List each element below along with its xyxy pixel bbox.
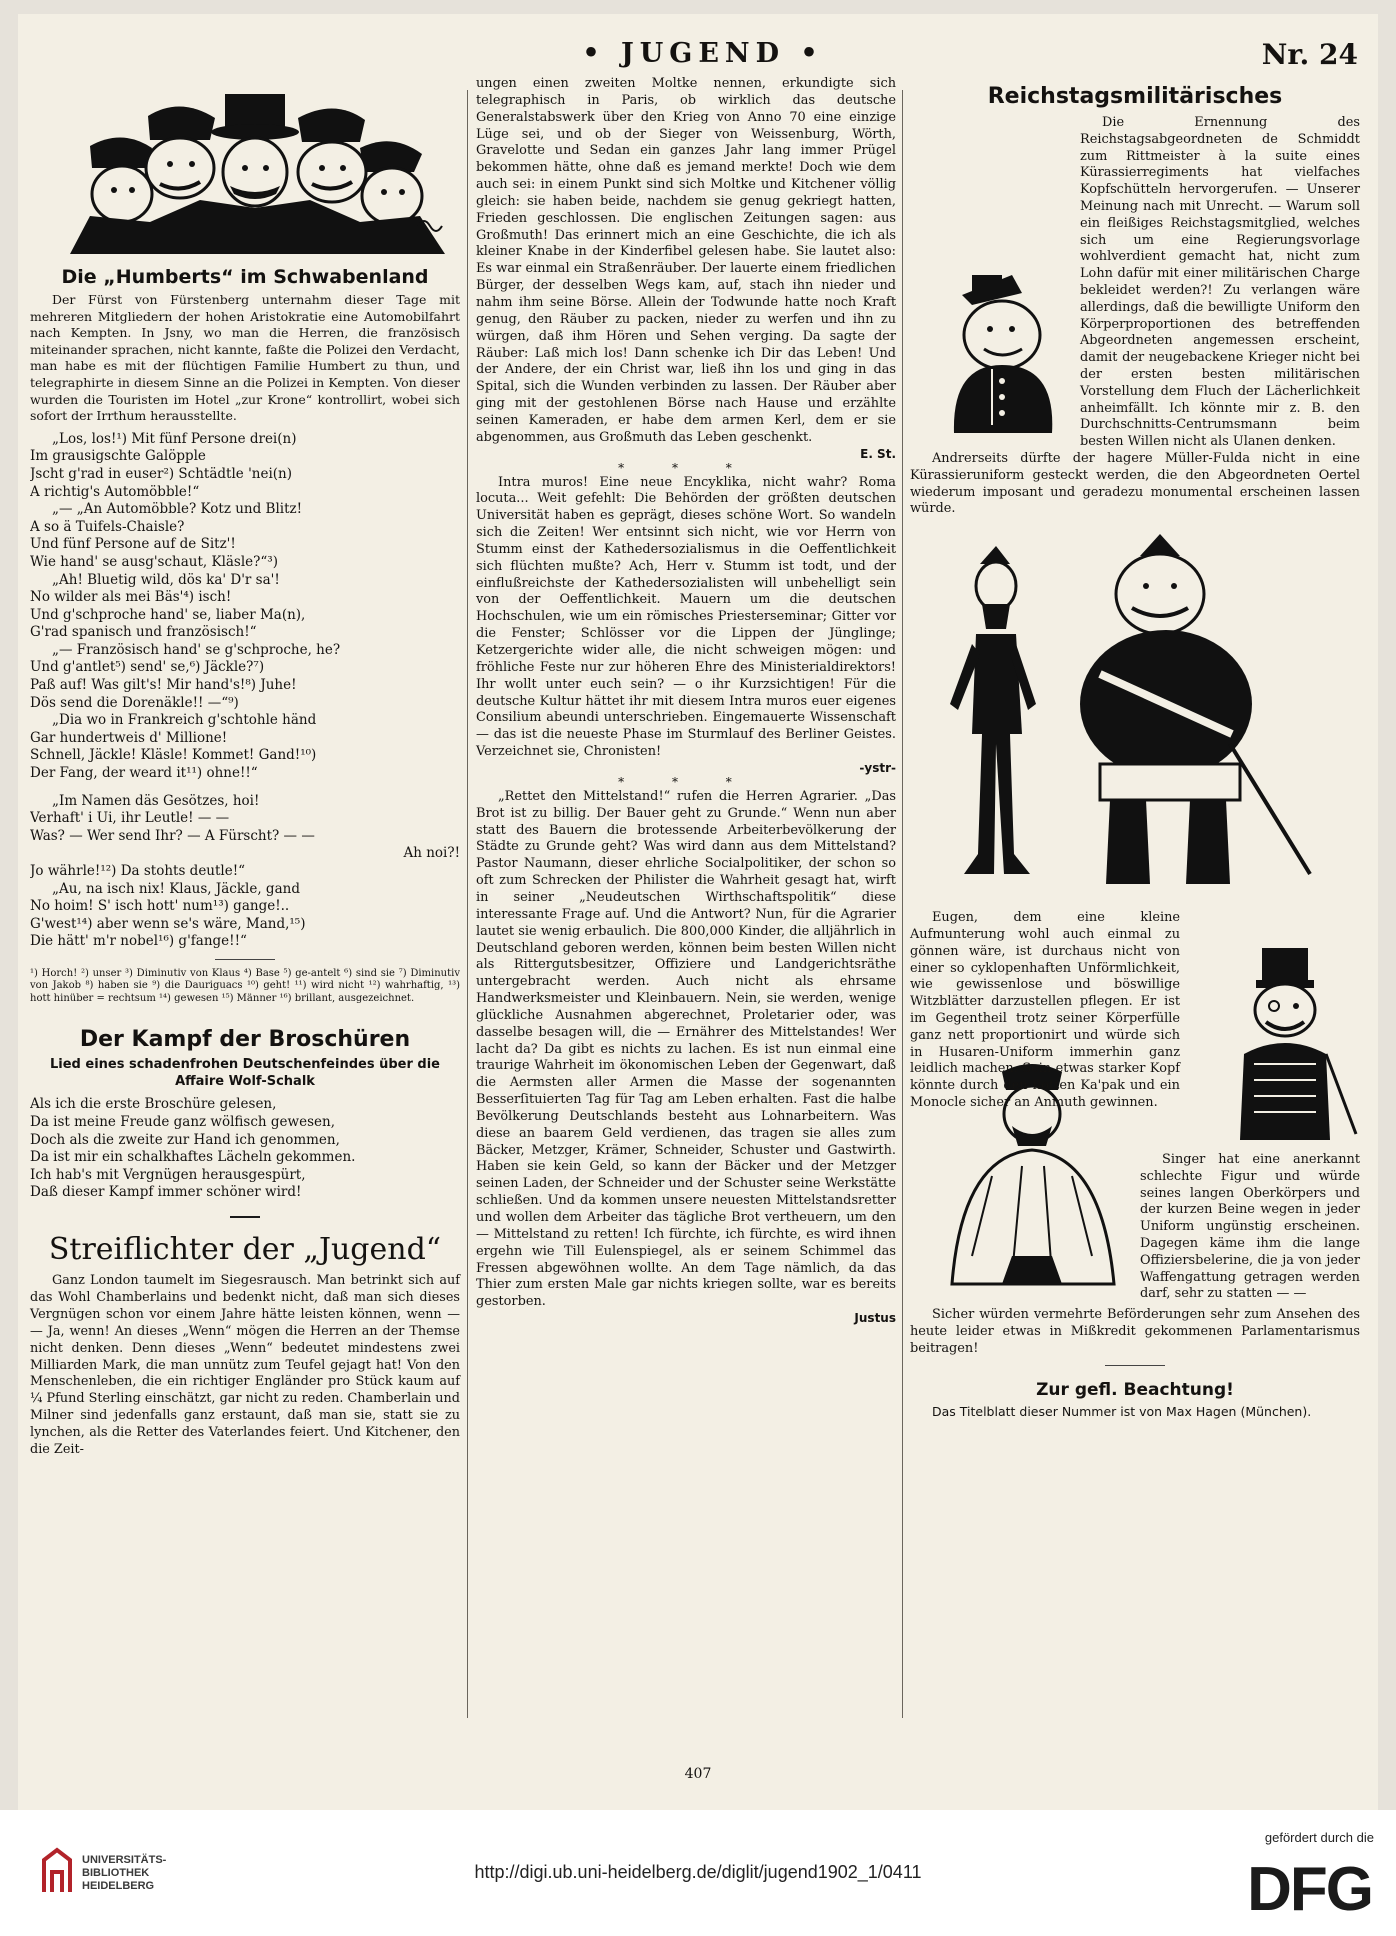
verse-line: Da ist mir ein schalkhaftes Lächeln gekommen.	[30, 1149, 356, 1166]
library-name-line: HEIDELBERG	[82, 1880, 155, 1892]
verse-line: Da ist meine Freude ganz wölfisch gewesen,	[30, 1114, 335, 1131]
verse-line: Was? — Wer send Ihr? — A Fürscht? — —	[30, 827, 315, 844]
page-header	[18, 14, 1378, 76]
verse-line: A so ä Tuifels-Chaisle?	[30, 518, 185, 535]
column-middle	[476, 76, 896, 1325]
signature: Justus	[854, 1311, 896, 1326]
divider	[230, 1216, 260, 1218]
verse-line: Jscht g'rad in euser²) Schtädtle 'nei(n)	[30, 465, 293, 482]
verse-line: Als ich die erste Broschüre gelesen,	[30, 1096, 277, 1113]
divider	[215, 959, 275, 960]
uhlan-caricature	[910, 265, 1072, 441]
article-text-eugen	[910, 910, 1360, 1112]
verse-line: Jo währle!¹²) Da stohts deutle!“	[30, 863, 246, 879]
poem-broschueren	[30, 1096, 460, 1202]
article-text-reichstag-intro	[910, 115, 1360, 451]
paragraph: Singer hat eine anerkannt schlechte Figur und würde seines langen Oberkörpers und der kurzen Beine wegen in jeder Uniform ungünstig erscheinen. Dagegen käme ihm die lange Offiziersbelerine, die ja von jeder Waffengattung getragen werden darf, sehr zu statten — —	[1140, 1151, 1360, 1302]
article-text-conclusion: Sicher würden vermehrte Beförderungen sehr zum Ansehen des heute leider etwas in Mißkredit gekommenen Parlamentarismus beitragen!	[910, 1307, 1360, 1356]
verse-line: „Los, los!¹) Mit fünf Persone drei(n)	[52, 430, 297, 447]
article-text-intra-muros: Intra muros! Eine neue Encyklika, nicht wahr? Roma locuta... Weit gefehlt: Die Behörden der größten deutschen Universität haben es geprägt, dieses schöne Wort. So wandeln sich die Zeiten! Wer entsinnt sich nicht, wie vor Herrn von Stumm einst der Kathedersozialismus in die Oeffentlichkeit sich flüchten mußte? Ach, Herr v. Stumm ist todt, und der einflußreichste der Kathedersozialisten will unbehelligt sein von der Oeffentlichkeit. Mauern um die deutschen Hochschulen, wie um ein römisches Priesterseminar; Gitter vor die Fenster; Schlösser vor die Lippen der Jünglinge; Ketzergerichte wider alle, die nicht schweigen mögen: und fröhliche Feste nur zur höheren Ehre des Ministerialdirektors! Ihr wollt unter euch sein? — o ihr Kurzsichtigen! Für die deutsche Kultur hättet ihr mit diesem Intra muros euer eigenes Consilium abeundi unterschrieben. Eingemauerte Wissenschaft — das ist die neueste Phase im Sturmlauf des Berliner Geistes. Verzeichnet sie, Chronisten!	[476, 474, 896, 760]
verse-line: Der Fang, der weard it¹¹) ohne!!“	[30, 765, 258, 782]
column-rule	[467, 90, 468, 1718]
verse-line: Im grausigschte Galöpple	[30, 448, 206, 465]
verse-line: „Dia wo in Frankreich g'schtohle händ	[52, 712, 317, 729]
column-right	[910, 76, 1360, 1421]
magazine-title: • JUGEND •	[582, 38, 824, 69]
verse-line: Doch als die zweite zur Hand ich genommen,	[30, 1131, 340, 1148]
column-left	[30, 76, 460, 1459]
verse-line: Paß auf! Was gilt's! Mir hand's!⁸) Juhe!	[30, 677, 297, 694]
library-name-line: BIBLIOTHEK	[82, 1867, 150, 1879]
article-text-mittelstand: „Rettet den Mittelstand!“ rufen die Herren Agrarier. „Das Brot ist zu billig. Der Bauer geht zu Grunde.“ Wenn nun aber statt des Bauern die brotessende Arbeiterbevölkerung der Städte zu Grunde geht? Was wird dann aus dem Mittelstand? Pastor Naumann, dieser ehrliche Socialpolitiker, der schon so oft zum Schrecken der Philister die Wahrheit gesagt hat, wirft in seiner „Neudeutschen Wirthschaftspolitik“ diese interessante Frage auf. Und die Antwort? Nun, für die Agrarier lautet sie wenig erbaulich. Die 800,000 Kinder, die alljährlich in Deutschland geboren werden, können beim besten Willen nicht als Rittergutsbesitzer, Offiziere und Landgerichtsräthe untergebracht werden. Auch nicht als ehrsame Handwerksmeister und Kleinbauern. Nein, sie werden, wenige glückliche Ausnahmen abgerechnet, Proletarier oder, was dasselbe besagen will, die — Ernährer des Mittelstandes! Wer lacht da? Da gibt es nichts zu lachen. Es ist nun einmal eine traurige Wahrheit im ökonomischen Leben der Gegenwart, daß die Aermsten aller Armen die Masse der sogenannten Besserſituierten Tag für Tag am Leben erhalten. Fast die halbe Bevölkerung Deutschlands besteht aus Lohnarbeitern. Was diese an baarem Geld verdienen, das tragen sie alles zum Bäcker, Metzger, Krämer, Schneider, Schuster und Gastwirth. Haben sie kein Geld, so kann der Bäcker und der Metzger seinen Laden, der Schneider und der Schuster seine Werkstätte schließen. Und da kommen unsere neuesten Mittelstandsretter und wollen dem Arbeiter das tägliche Brot vertheuern, um den — Mittelstand zu retten! Ich fürchte, ich fürchte, es wird ihnen ergehn wie Till Eulenspiegel, als er seinem Schimmel das Fressen abgewöhnen wollte. An dem Tage nämlich, da das Thier zum ersten Male gar nichts kriegen sollte, war es bereits gestorben.	[476, 788, 896, 1310]
page-number: 407	[684, 1766, 712, 1782]
verse-line: No wilder als mei Bäs'⁴) isch!	[30, 589, 232, 606]
verse-line: G'rad spanisch und französisch!“	[30, 624, 257, 641]
verse-line: „Ah! Bluetig wild, dös ka' D'r sa'!	[52, 571, 280, 588]
poem-humberts-part2	[30, 793, 460, 951]
signature: -ystr-	[859, 760, 896, 775]
verse-line: Wie hand' se ausg'schaut, Kläsle?“³)	[30, 553, 278, 570]
notice-title: Zur gefl. Beachtung!	[1036, 1380, 1234, 1401]
library-name-line: UNIVERSITÄTS-	[82, 1854, 167, 1866]
footnotes: ¹) Horch! ²) unser ³) Diminutiv von Klaus ⁴) Base ⁵) ge-antelt ⁶) sind sie ⁷) Diminutiv von Jakob ⁸) haben sie ⁹) die Dauriguacs ¹⁰) geht! ¹¹) wird nicht ¹²) wahrhaftig, ¹³) hott hinüber = rechtsum ¹⁴) gewesen ¹⁵) Männer ¹⁶) brillant, ausgezeichnet.	[30, 967, 460, 1004]
verse-line: Schnell, Jäckle! Kläsle! Kommet! Gand!¹⁰)	[30, 747, 317, 764]
article-text-streiflichter: Ganz London taumelt im Siegesrausch. Man betrinkt sich auf das Wohl Chamberlains und bedenkt nicht, daß man sich dieses Vergnügen schon vor einem Jahre hätte leisten können, wenn — — Ja, wenn! An dieses „Wenn“ mögen die Herren an der Themse nicht denken. Denn dieses „Wenn“ bedeutet mindestens zwei Milliarden Mark, die man unnütz zum Teufel gejagt hat! Von den Menschenleben, die ein richtiger Engländer pro Stück kaum auf ¼ Pfund Sterling einschätzt, gar nicht zu reden. Chamberlain und Milner sind jedenfalls ganz erstaunt, daß man sie, statt sie zu lynchen, als die Retter des Vaterlandes feiert. Und Kitchener, den die Zeit-	[30, 1273, 460, 1458]
verse-line: „Im Namen däs Gesötzes, hoi!	[52, 792, 260, 809]
verse-line: Gar hundertweis d' Millione!	[30, 729, 228, 746]
source-url-link[interactable]: http://digi.ub.uni-heidelberg.de/diglit/jugend1902_1/0411	[474, 1862, 922, 1882]
humberts-illustration	[30, 76, 460, 254]
funded-by-label: gefördert durch die	[1264, 1830, 1374, 1845]
verse-line: Dös send die Dorenäkle!! —“⁹)	[30, 694, 239, 711]
verse-line: „— Französisch hand' se g'schproche, he?	[52, 641, 341, 658]
verse-line: A richtig's Automöbble!“	[30, 483, 200, 500]
verse-line: Und g'schproche hand' se, liaber Ma(n),	[30, 606, 306, 623]
poem-humberts	[30, 431, 460, 783]
dfg-logo: DFG	[1247, 1855, 1372, 1924]
verse-line: Die hätt' m'r nobel¹⁶) g'fange!!“	[30, 933, 247, 950]
article-title-broschueren: Der Kampf der Broschüren	[79, 1027, 411, 1053]
article-text-kitchener: ungen einen zweiten Moltke nennen, erkundigte sich telegraphisch in Paris, ob wirklich das deutsche Generalstabswerk über den Krieg von Anno 70 eine einzige Lüge sei, und ob der Sieger von Weissenburg, Wörth, Gravelotte und Sedan ein ganzes Jahr lang immer Prügel bekommen hätte, ohne daß es jemand merkte! Doch wie dem auch sei: in einem Punkt sind sich Moltke und Kitchener völlig gleich: sie haben beide, nachdem sie genug gekriegt hatten, Frieden geschlossen. Die englischen Zeitungen sagen: aus Großmuth! Das erinnert mich an eine Geschichte, die ich als kleiner Knabe in der Kinderfibel gelesen habe. Sie lautet also: Es war einmal ein Straßenräuber. Der lauerte einem friedlichen Bürger, der desselben Wegs kam, auf, stach ihn nieder und nahm ihm seine Börse. Allein der Todwunde hatte noch Kraft genug, den Räuber zu packen, nieder zu werfen und ihn zu würgen, daß ihm Hören und Sehen verging. Da sagte der Räuber: Laß mich los! Dann schenke ich Dir das Leben! Und der Andere, der ein Christ war, ließ ihn los und ging in das Spital, sich die Wunden verbinden zu lassen. Der Räuber aber ging mit der gestohlenen Börse nach Hause und erzählte seinen Kameraden, er habe dem armen Kerl, dem er sie abgenommen, aus Großmuth das Leben geschenkt.	[476, 76, 896, 445]
paragraph: Eugen, dem eine kleine Aufmunterung wohl auch einmal zu gönnen wäre, ist durchaus nicht von einer so cyklopenhaften Unförmlichkeit, wie gewissenlose und böswillige Witzblätter darzustellen pflegen. Er ist im Gegentheil trotz seiner Körperfülle ganz nett proportionirt und würde sich in Husaren-Uniform immerhin ganz leidlich machen. Sein etwas starker Kopf könnte durch den flotten Ka'pak und ein Monocle sicher an Anmuth gewinnen.	[910, 910, 1180, 1110]
paragraph: Die Ernennung des Reichstagsabgeordneten de Schmiddt zum Rittmeister à la suite eines Kürassierregiments hat vielfaches Kopfschütteln hervorgerufen. — Unserer Meinung nach mit Unrecht. — Warum soll ein fleißiges Reichstagsmitglied, welches sich um eine Regierungsvorlage wohlverdient gemacht hat, nicht zum Lohn dafür mit einer militärischen Charge bekleidet werden?! Zu verlangen wäre allerdings, daß die bewilligte Uniform den Körperproportionen des betreffenden Abgeordneten angemessen erscheint, damit der neugebackene Krieger nicht bei der ersten besten militärischen Vorstellung dem Fluch der Lächerlichkeit anheimfällt. Ich könnte mir z. B. den Durchschnitts-Centrumsmann beim besten Willen nicht als Ulanen denken.	[1080, 115, 1360, 450]
verse-line: „— „An Automöbble? Kotz und Blitz!	[52, 501, 303, 518]
article-title-reichstag: Reichstagsmilitärisches	[987, 84, 1283, 109]
hussar-caricature	[1188, 944, 1360, 1150]
verse-line: Daß dieser Kampf immer schöner wird!	[30, 1184, 302, 1201]
article-title-streiflichter: Streiflichter der „Jugend“	[48, 1232, 442, 1268]
verse-line: Und g'antlet⁵) send' se,⁶) Jäckle?⁷)	[30, 659, 265, 676]
article-subtitle-broschueren: Lied eines schadenfrohen Deutschenfeindes über die Affaire Wolf-Schalk	[49, 1057, 440, 1090]
verse-line: Ich hab's mit Vergnügen herausgespürt,	[30, 1166, 306, 1183]
verse-line: Verhaft' i Ui, ihr Leutle! — —	[30, 810, 230, 827]
magazine-page	[18, 14, 1378, 1810]
article-title-humberts: Die „Humberts“ im Schwabenland	[61, 266, 429, 288]
divider	[1105, 1365, 1165, 1366]
verse-line: Und fünf Persone auf de Sitz'!	[30, 536, 236, 553]
issue-number: Nr. 24	[1261, 38, 1358, 71]
separator: * * *	[618, 774, 754, 789]
notice-text: Das Titelblatt dieser Nummer ist von Max Hagen (München).	[932, 1404, 1312, 1420]
verse-line: G'west¹⁴) aber wenn se's wäre, Mand,¹⁵)	[30, 915, 306, 932]
article-intro-humberts: Der Fürst von Fürstenberg unternahm dieser Tage mit mehreren Mitgliedern der hohen Aristokratie eine Automobilfahrt nach Kempten. In Jsny, wo man die Herren, die französisch miteinander sprachen, nicht kannte, faßte die Polizei den Verdacht, man habe es mit der flüchtigen Familie Humbert zu thun, und telegraphirte in diesem Sinne an die Polizei in Kempten. Von dieser wurden die Touristen im Hotel „zur Krone“ kontrollirt, wobei sich sofort der Irrthum herausstellte.	[30, 292, 460, 424]
separator: * * *	[618, 460, 754, 475]
signature: E. St.	[860, 446, 896, 461]
verse-line: „Au, na isch nix! Klaus, Jäckle, gand	[52, 880, 300, 897]
column-rule	[902, 90, 903, 1718]
verse-line: Ah noi?!	[403, 845, 460, 862]
digitization-footer	[0, 1810, 1396, 1936]
article-text-reichstag-p2: Andrerseits dürfte der hagere Müller-Fulda nicht in eine Kürassieruniform gesteckt werden, die den Abgeordneten Oertel wiederum imposant und geradezu monumental erscheinen lassen würde.	[910, 450, 1360, 517]
verse-line: No hoim! S' isch hott' num¹³) gange!..	[30, 898, 290, 915]
cuirassier-caricatures	[910, 534, 1360, 904]
